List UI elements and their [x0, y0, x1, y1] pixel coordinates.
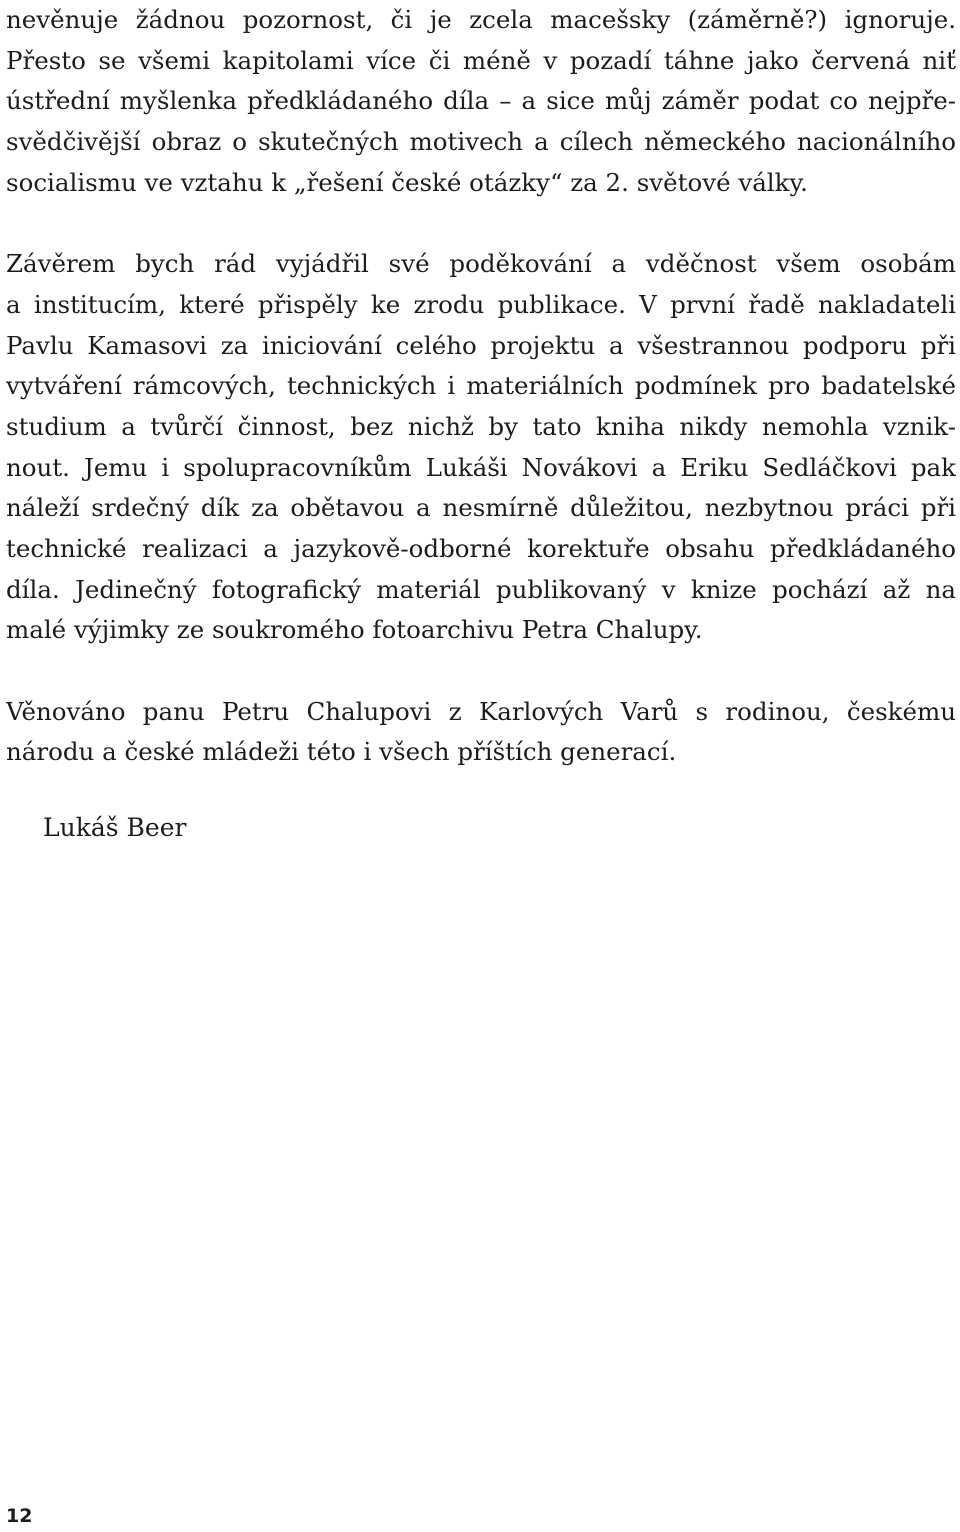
text-line: Přesto se všemi kapitolami více či méně v pozadí táhne jako červená niť: [6, 45, 956, 75]
paragraph-gap: [6, 651, 956, 692]
text-line: nevěnuje žádnou pozornost, či je zcela macešsky (záměrně?) ignoruje.: [6, 5, 956, 34]
text-line: technické realizaci a jazykově-odborné korektuře obsahu předkládaného: [6, 533, 956, 563]
text-line: ústřední myšlenka předkládaného díla – a sice můj záměr podat co nejpře-: [6, 86, 956, 116]
text-line: náleží srdečný dík za obětavou a nesmírně důležitou, nezbytnou práci při: [6, 493, 956, 523]
paragraph-acknowledgements: [6, 244, 956, 651]
paragraph-dedication: [6, 692, 956, 773]
paragraph-gap: [6, 203, 956, 244]
text-line: vytváření rámcových, technických i materiálních podmínek pro badatelské: [6, 371, 956, 401]
text-line: svědčivější obraz o skutečných motivech a cílech německého nacionálního: [6, 127, 956, 157]
text-line: díla. Jedinečný fotografický materiál publikovaný v knize pochází až na: [6, 574, 956, 604]
text-line: Závěrem bych rád vyjádřil své poděkování a vděčnost všem osobám: [6, 249, 956, 279]
text-line: socialismu ve vztahu k „řešení české otázky“ za 2. světové války.: [6, 167, 808, 197]
page-number: 12: [6, 1505, 33, 1527]
text-line: národu a české mládeži této i všech příštích generací.: [6, 737, 677, 767]
document-page: [6, 0, 956, 773]
text-line: a institucím, které přispěly ke zrodu publikace. V první řadě nakladateli: [6, 289, 956, 319]
author-signature: Lukáš Beer: [43, 813, 187, 842]
text-line: Pavlu Kamasovi za iniciování celého projektu a všestrannou podporu při: [6, 330, 956, 360]
paragraph-closing-thought: [6, 0, 956, 203]
text-line: malé výjimky ze soukromého fotoarchivu Petra Chalupy.: [6, 615, 703, 645]
text-line: Věnováno panu Petru Chalupovi z Karlových Varů s rodinou, českému: [6, 696, 956, 726]
text-line: studium a tvůrčí činnost, bez nichž by tato kniha nikdy nemohla vznik-: [6, 411, 956, 441]
text-line: nout. Jemu i spolupracovníkům Lukáši Novákovi a Eriku Sedláčkovi pak: [6, 452, 956, 482]
